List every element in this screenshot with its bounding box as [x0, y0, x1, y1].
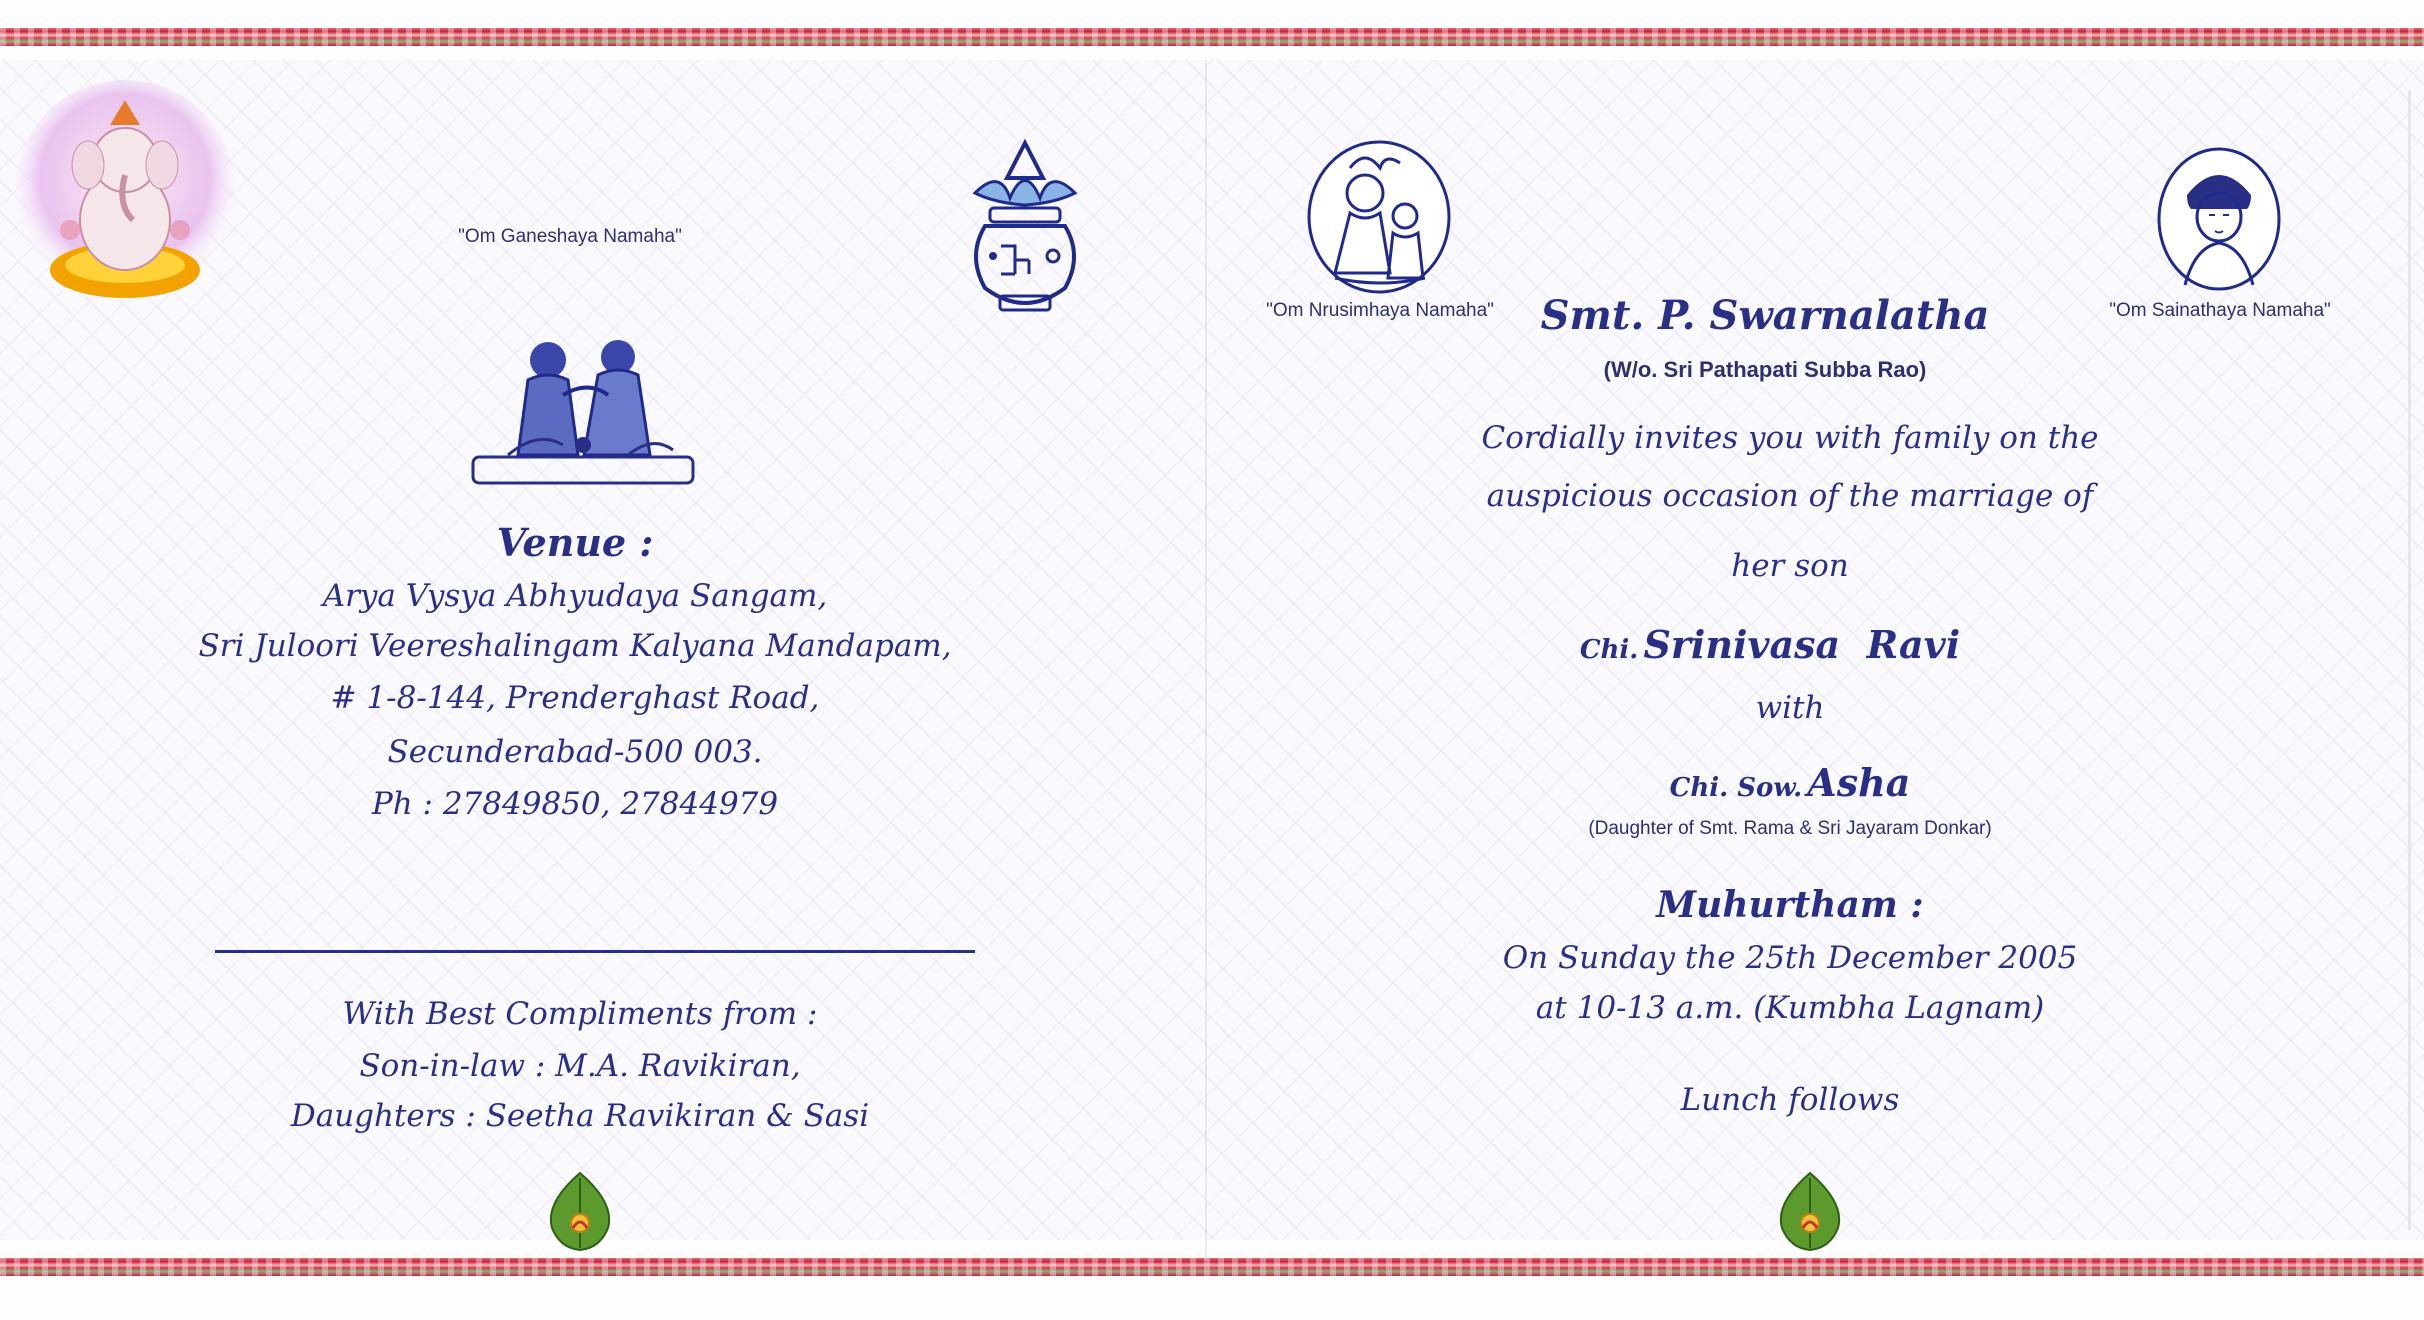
sai-baba-icon	[2155, 145, 2283, 293]
bride-prefix: Chi. Sow.	[1669, 773, 1803, 803]
compliments-divider	[215, 950, 975, 953]
kalasam-icon	[955, 138, 1095, 323]
venue-line-2: Sri Juloori Veereshalingam Kalyana Mandapam,	[198, 628, 952, 664]
center-fold	[1205, 60, 1207, 1260]
bride-parents: (Daughter of Smt. Rama & Sri Jayaram Donkar)	[1588, 818, 1992, 839]
invite-line-1: Cordially invites you with family on the	[1481, 420, 2099, 456]
venue-heading: Venue :	[496, 520, 654, 565]
bride-line	[1580, 760, 2000, 805]
lunch-text: Lunch follows	[1680, 1082, 1900, 1118]
om-ganeshaya-text: "Om Ganeshaya Namaha"	[458, 226, 682, 247]
compliments-line-2: Daughters : Seetha Ravikiran & Sasi	[290, 1098, 870, 1134]
om-nrusimhaya-text: "Om Nrusimhaya Namaha"	[1266, 300, 1494, 321]
host-name: Smt. P. Swarnalatha	[1540, 292, 1990, 339]
compliments-line-1: Son-in-law : M.A. Ravikiran,	[359, 1048, 801, 1084]
betel-leaf-icon	[545, 1168, 615, 1253]
host-relation: (W/o. Sri Pathapati Subba Rao)	[1603, 357, 1927, 382]
groom-line	[1540, 622, 2000, 667]
invite-line-2: auspicious occasion of the marriage of	[1486, 478, 2094, 514]
venue-line-3: # 1-8-144, Prenderghast Road,	[330, 680, 820, 716]
narasimha-icon	[1305, 138, 1453, 296]
bottom-decorative-border	[0, 1258, 2424, 1276]
wedding-couple-icon	[468, 335, 698, 495]
invite-line-3: her son	[1731, 548, 1849, 584]
groom-name: Srinivasa Ravi	[1643, 622, 1961, 667]
venue-line-4: Secunderabad-500 003.	[387, 734, 763, 770]
with-text: with	[1755, 690, 1825, 726]
venue-line-1: Arya Vysya Abhyudaya Sangam,	[322, 578, 828, 614]
muhurtham-heading: Muhurtham :	[1656, 884, 1924, 926]
betel-leaf-icon	[1775, 1168, 1845, 1253]
top-decorative-border	[0, 28, 2424, 46]
muhurtham-date: On Sunday the 25th December 2005	[1502, 940, 2078, 976]
bride-name: Asha	[1807, 760, 1911, 805]
ganesha-icon	[10, 80, 240, 310]
om-sainathaya-text: "Om Sainathaya Namaha"	[2109, 300, 2331, 321]
compliments-heading: With Best Compliments from :	[342, 996, 818, 1032]
muhurtham-time: at 10-13 a.m. (Kumbha Lagnam)	[1535, 990, 2045, 1026]
groom-prefix: Chi.	[1579, 635, 1639, 665]
venue-phone: Ph : 27849850, 27844979	[371, 786, 779, 822]
